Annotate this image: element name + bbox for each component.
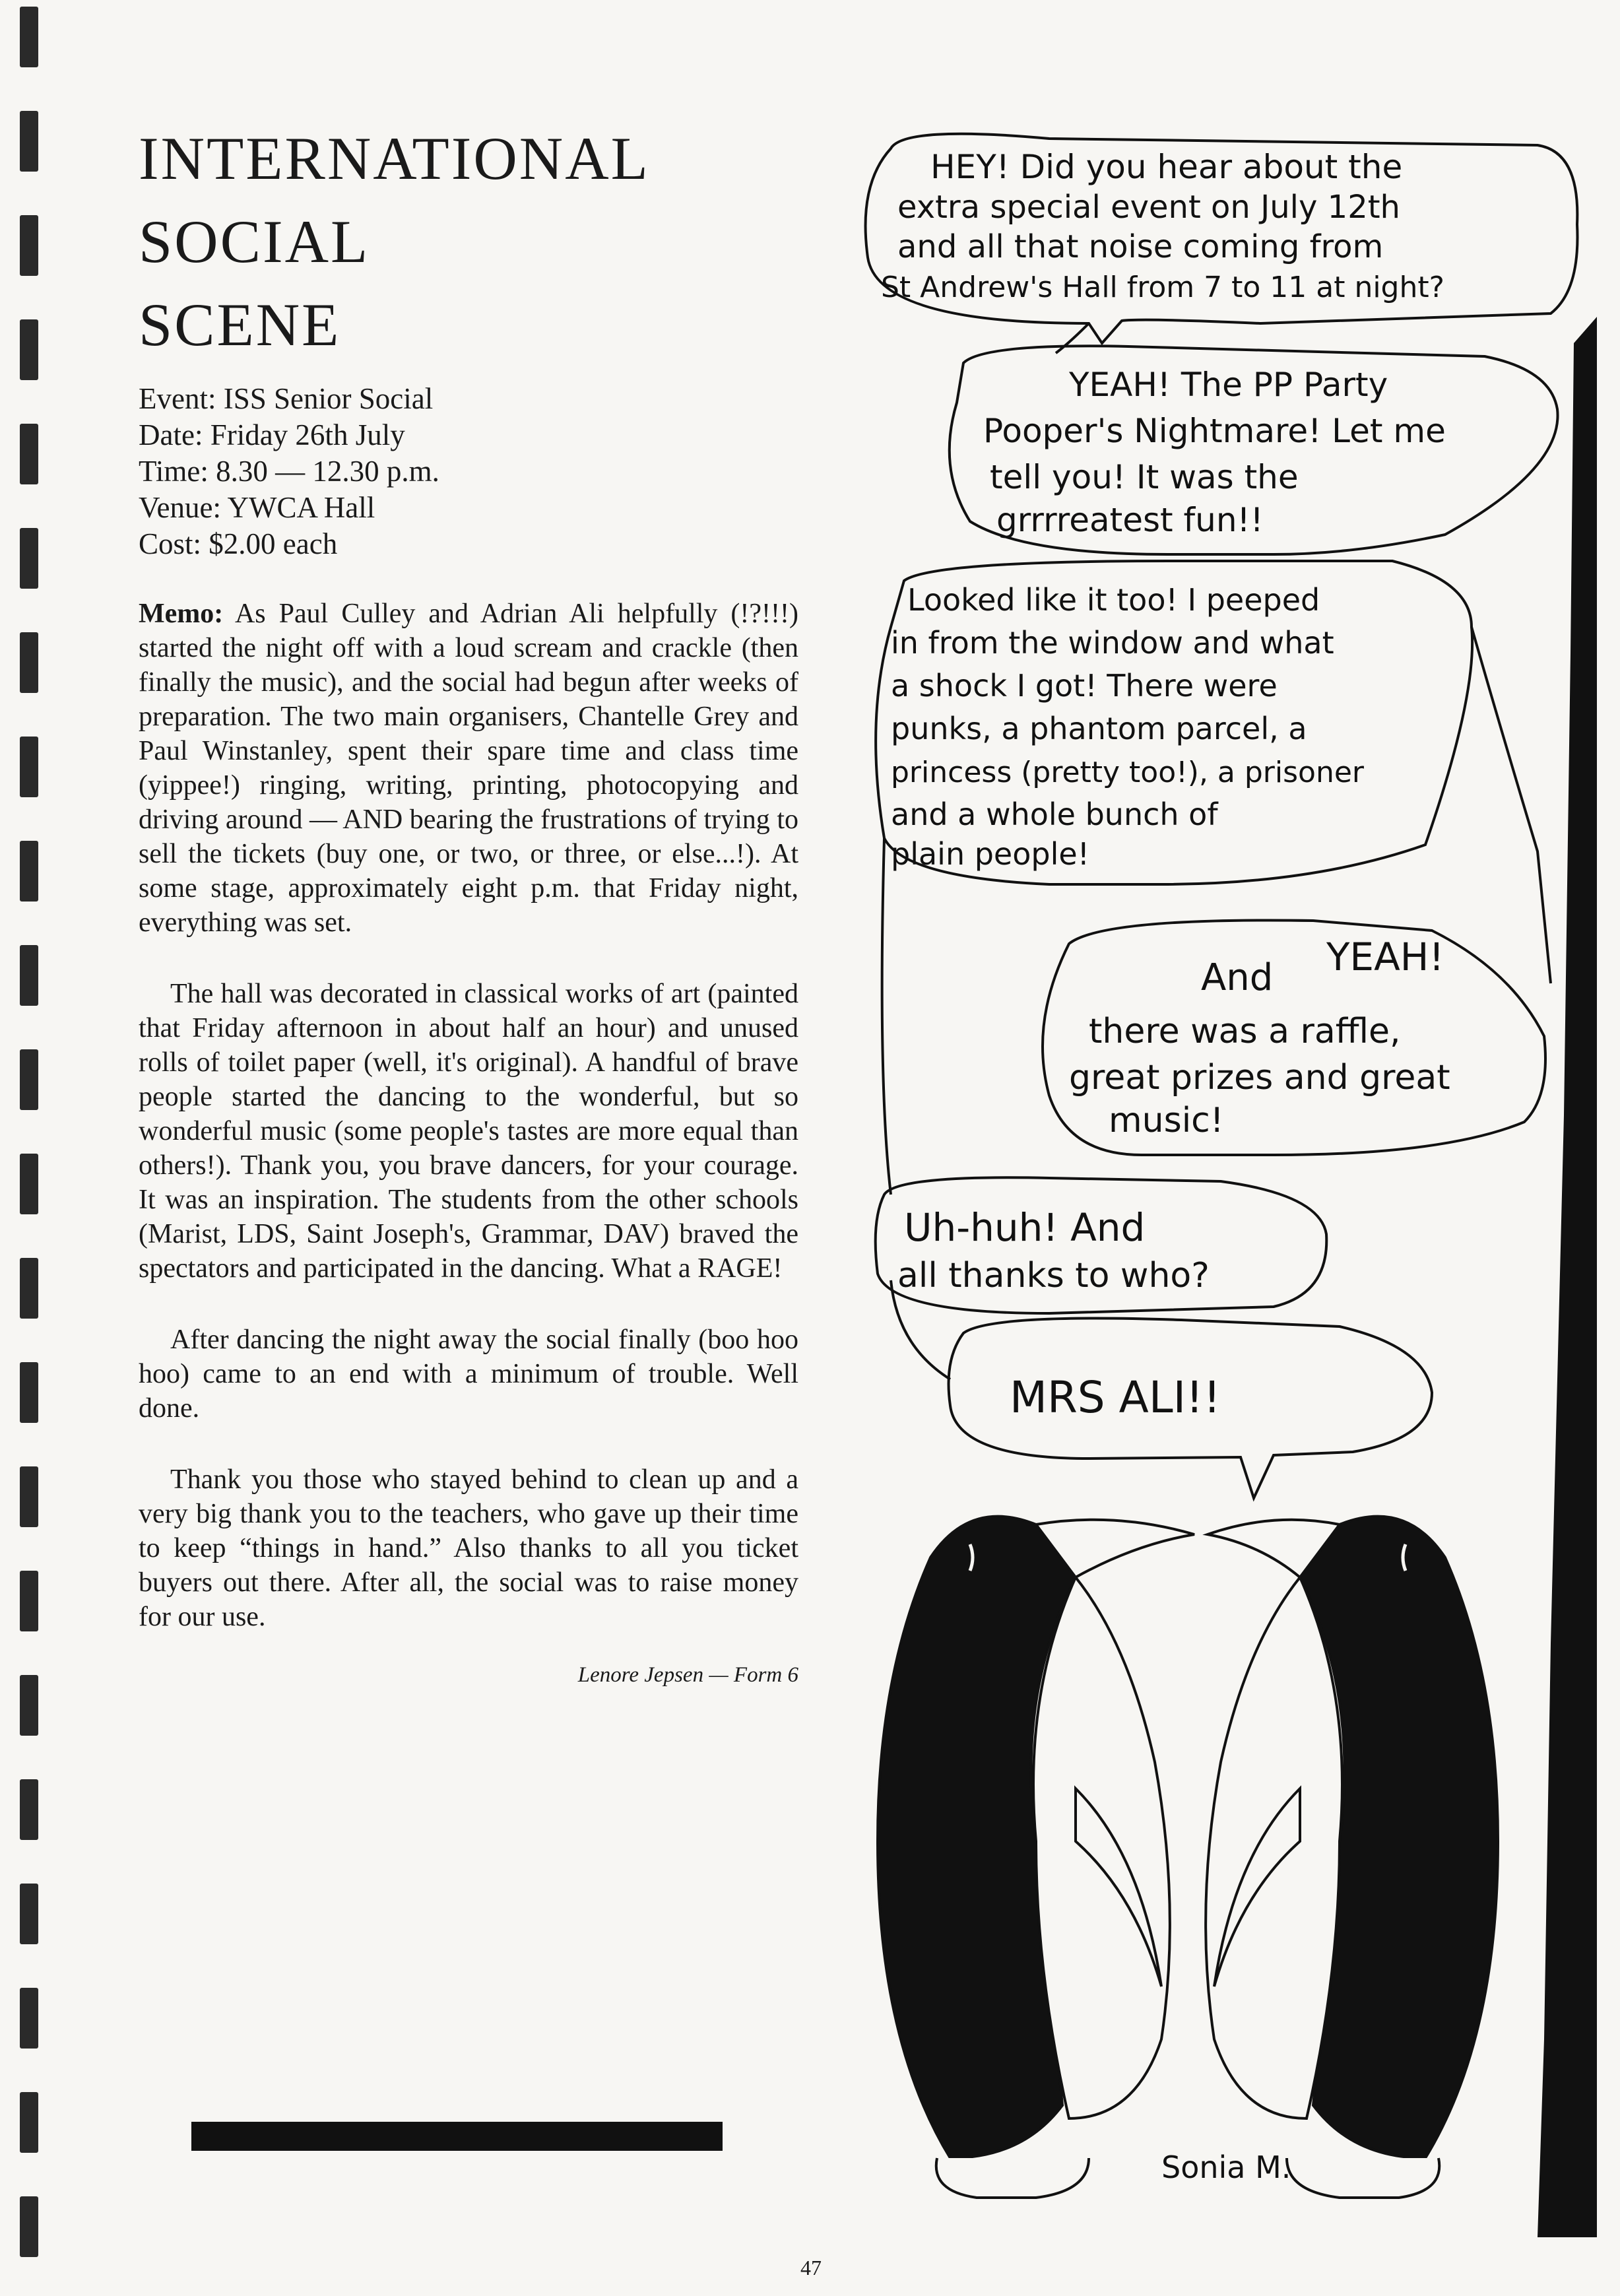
bubble-1-line-2: extra special event on July 12th [897,189,1400,226]
binding-hole [20,1154,38,1214]
memo-label: Memo: [139,599,224,629]
right-penguin-belly [1206,1577,1342,2118]
cartoon-illustration [851,125,1597,2237]
right-edge-shadow [1538,317,1597,2237]
bubble-3-line-7: plain people! [891,836,1090,872]
left-penguin-belly [1033,1577,1170,2118]
title-line-1: INTERNATIONAL [139,125,650,192]
bubble-4-line-1: And [1201,956,1274,999]
binding-hole [20,424,38,484]
memo-paragraph [139,597,798,940]
bubble-3-line-6: and a whole bunch of [891,797,1218,832]
binding-hole [20,2196,38,2257]
binding-hole [20,945,38,1006]
binding-hole [20,1571,38,1631]
paragraph-3: After dancing the night away the social finally (boo hoo hoo) came to an end with a minimum of trouble. Well done. [139,1325,798,1424]
bubble-3-line-4: punks, a phantom parcel, a [891,711,1307,746]
binding-hole [20,7,38,67]
binding-hole [20,1466,38,1527]
bubble-1-line-1: HEY! Did you hear about the [930,148,1403,186]
bubble-3-line-5: princess (pretty too!), a prisoner [891,756,1364,789]
binding-hole [20,2092,38,2153]
paragraph-2: The hall was decorated in classical works of art (painted that Friday afternoon in about half an hour) and unused rolls of toilet paper (well, it's original). A handful of brave people started the dancing to the wonderful, but so wonderful music (some people's tastes are more equal than others!). Thank you, you brave dancers, for your courage. It was an inspiration. The students from the other schools (Marist, LDS, Saint Joseph's, Grammar, DAV) braved the spectators and participated in the dancing. What a RAGE! [139,979,798,1284]
bubble-2-line-4: grrrreatest fun!! [996,501,1264,539]
bubble-connector-4 [1472,627,1551,983]
bubble-2-line-1: YEAH! The PP Party [1069,366,1388,404]
bubble-1-line-3: and all that noise coming from [897,228,1384,265]
binding-hole [20,841,38,902]
bubble-5-line-1: Uh-huh! And [904,1205,1146,1250]
spiral-binding [20,0,40,2296]
event-line: Event: ISS Senior Social [139,382,434,415]
bubble-4-line-2: there was a raffle, [1089,1012,1401,1051]
bubble-5-line-2: all thanks to who? [897,1256,1210,1296]
bubble-2-line-2: Pooper's Nightmare! Let me [983,412,1446,450]
binding-hole [20,1362,38,1423]
time-line: Time: 8.30 — 12.30 p.m. [139,455,439,488]
title-line-3: SCENE [139,291,341,358]
binding-hole [20,111,38,172]
title-line-2: SOCIAL [139,208,370,275]
black-rule [191,2122,723,2151]
venue-line: Venue: YWCA Hall [139,491,375,524]
paragraph-4: Thank you those who stayed behind to clean up and a very big thank you to the teachers, who gave up their time to keep “things in hand.” Also thanks to all you ticket buyers out there. After all, the social was to raise money for our use. [139,1464,798,1632]
binding-hole [20,319,38,380]
binding-hole [20,1258,38,1319]
cost-line: Cost: $2.00 each [139,527,338,560]
right-penguin [1206,1517,1498,2198]
bubble-3-line-1: Looked like it too! I peeped [907,582,1320,618]
bubble-6-text: MRS ALI!! [1010,1372,1221,1423]
binding-hole [20,528,38,589]
bubble-3-line-3: a shock I got! There were [891,668,1278,704]
left-penguin [878,1517,1194,2198]
date-line: Date: Friday 26th July [139,418,405,451]
bubble-connector-1 [1056,323,1089,353]
page-number: 47 [800,2256,822,2280]
article-title [139,125,798,358]
article [139,125,798,1688]
binding-hole [20,632,38,693]
bubble-1-line-4: St Andrew's Hall from 7 to 11 at night? [881,271,1444,304]
artist-signature: Sonia M. [1161,2149,1291,2185]
bubble-4-line-3: great prizes and great [1069,1058,1450,1098]
bubble-4-line-4: music! [1109,1101,1224,1140]
byline: Lenore Jepsen — Form 6 [577,1663,798,1687]
binding-hole [20,1884,38,1944]
bubble-3-line-2: in from the window and what [891,625,1334,661]
memo-text: As Paul Culley and Adrian Ali helpfully (!?!!!) started the night off with a loud scream and crackle (then finally the music), and the social had begun after weeks of preparation. The two main organisers, Chantelle Grey and Paul Winstanley, spent their spare time and class time (yippee!) ringing, writing, printing, photocopying and driving around — AND bearing the frustrations of trying to sell the tickets (buy one, or two, or three, or else...!). At some stage, approximately eight p.m. that Friday night, everything was set. [139,599,798,938]
binding-hole [20,1049,38,1110]
bubble-4-yeah: YEAH! [1326,935,1444,979]
binding-hole [20,1779,38,1840]
binding-hole [20,1988,38,2049]
binding-hole [20,737,38,797]
binding-hole [20,1675,38,1736]
bubble-2-line-3: tell you! It was the [990,458,1299,496]
right-penguin-foot [1287,2158,1439,2198]
event-details [139,381,798,562]
left-penguin-foot [936,2158,1089,2198]
bubble-connector-2 [882,838,891,1195]
cartoon-svg [851,125,1597,2237]
binding-hole [20,215,38,276]
